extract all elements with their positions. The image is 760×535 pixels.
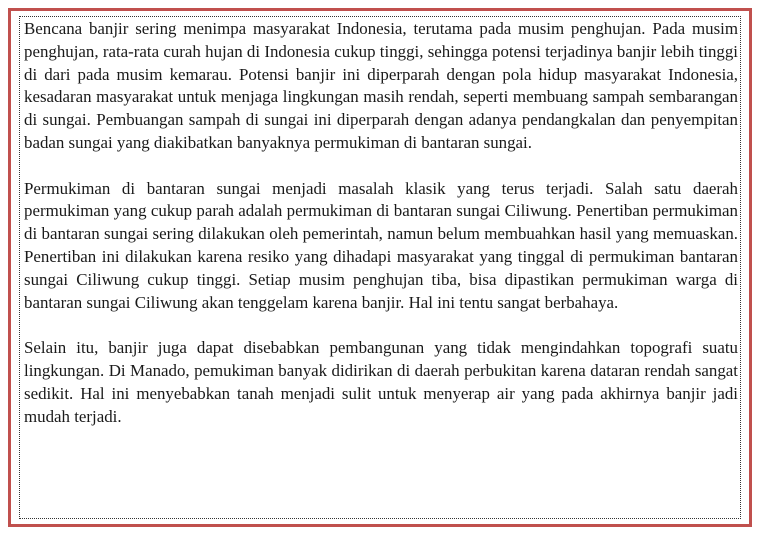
paragraph-spacer [24, 314, 738, 337]
paragraph-3: Selain itu, banjir juga dapat disebabkan pembangunan yang tidak mengindahkan topografi suatu lingkungan. Di Manado, pemukiman banyak didirikan di daerah perbukitan karena dataran rendah sangat sedikit. Hal ini menyebabkan tanah menjadi sulit untuk menyerap air yang pada akhirnya banjir jadi mudah terjadi. [24, 338, 738, 426]
page-border-frame [8, 8, 752, 527]
paragraph-2: Permukiman di bantaran sungai menjadi masalah klasik yang terus terjadi. Salah satu daerah permukiman yang cukup parah adalah permukiman di bantaran sungai Ciliwung. Penertiban permukiman di bantaran sungai sering dilakukan oleh pemerintah, namun belum membuahkan hasil yang memuaskan. Penertiban ini dilakukan karena resiko yang dihadapi masyarakat yang tinggal di permukiman bantaran sungai Ciliwung cukup tinggi. Setiap musim penghujan tiba, bisa dipastikan permukiman warga di bantaran sungai Ciliwung akan tenggelam karena banjir. Hal ini tentu sangat berbahaya. [24, 178, 738, 312]
paragraph-spacer [24, 155, 738, 178]
text-box[interactable] [19, 16, 741, 519]
paragraph-1: Bencana banjir sering menimpa masyarakat Indonesia, terutama pada musim penghujan. Pada musim penghujan, rata-rata curah hujan di Indonesia cukup tinggi, sehingga potensi terjadinya banjir lebih tinggi di dari pada musim kemarau. Potensi banjir ini diperparah dengan pola hidup masyarakat Indonesia, kesadaran masyarakat untuk menjaga lingkungan masih rendah, seperti membuang sampah sembarangan di sungai. Pembuangan sampah di sungai ini diperparah dengan adanya pendangkalan dan penyempitan badan sungai yang diakibatkan banyaknya permukiman di bantaran sungai. [24, 19, 738, 152]
